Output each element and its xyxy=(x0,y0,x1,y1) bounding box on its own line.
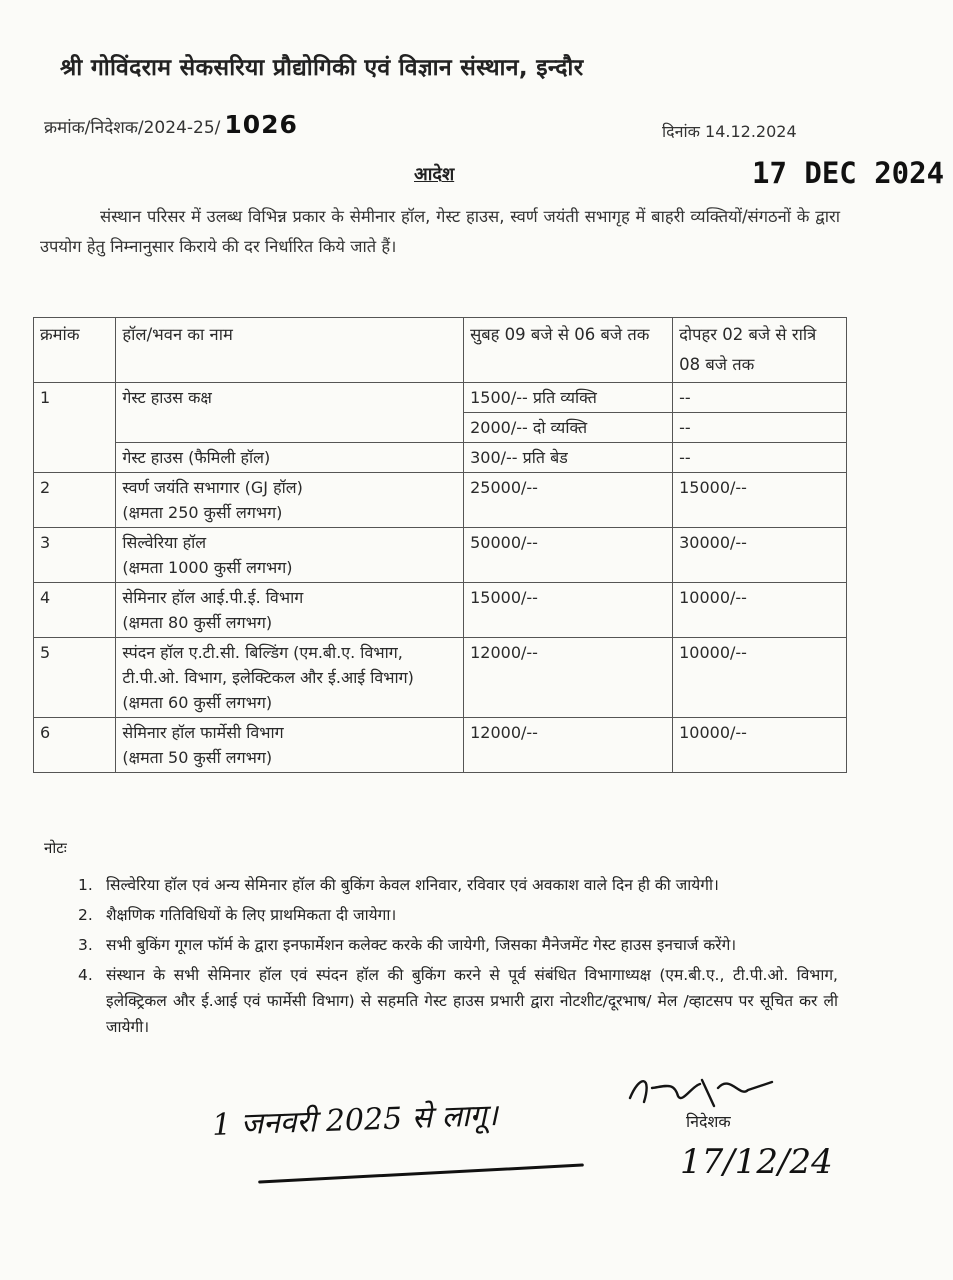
hall-capacity: (क्षमता 1000 कुर्सी लगभग) xyxy=(122,558,293,577)
row-evening-rate: -- xyxy=(673,413,847,443)
table-row xyxy=(34,443,847,473)
row-hall-name xyxy=(116,638,464,718)
table-row xyxy=(34,473,847,528)
hall-name: स्पंदन हॉल ए.टी.सी. बिल्डिंग (एम.बी.ए. विभाग, टी.पी.ओ. विभाग, इलेक्टिकल और ई.आई विभाग) xyxy=(122,643,414,687)
hall-capacity: (क्षमता 60 कुर्सी लगभग) xyxy=(122,693,273,712)
row-hall-name xyxy=(116,583,464,638)
list-item xyxy=(78,902,838,928)
header-morning-slot: सुबह 09 बजे से 06 बजे तक xyxy=(464,318,673,383)
notes-list xyxy=(78,872,838,1044)
row-evening-rate: -- xyxy=(673,383,847,413)
row-morning-rate: 300/-- प्रति बेड xyxy=(464,443,673,473)
note-number: 4. xyxy=(78,966,93,984)
row-morning-rate: 50000/-- xyxy=(464,528,673,583)
note-text: शैक्षणिक गतिविधियों के लिए प्राथमिकता दी जायेगा। xyxy=(106,906,397,924)
order-intro: संस्थान परिसर में उलब्ध विभिन्न प्रकार के सेमीनार हॉल, गेस्ट हाउस, स्वर्ण जयंती सभागृह में बाहरी व्यक्तियों/संगठनों के द्वारा उपयोग हेतु निम्नानुसार किराये की दर निर्धारित किये जाते हैं। xyxy=(40,207,840,256)
hall-name: सेमिनार हॉल फार्मेसी विभाग xyxy=(122,723,284,742)
row-serial: 1 xyxy=(34,383,116,473)
row-hall-name xyxy=(116,528,464,583)
row-hall-name: गेस्ट हाउस कक्ष xyxy=(116,383,464,443)
reference-prefix: क्रमांक/निदेशक/2024-25/ xyxy=(44,118,221,138)
list-item xyxy=(78,932,838,958)
table-row xyxy=(34,528,847,583)
row-evening-rate: 30000/-- xyxy=(673,528,847,583)
table-header-row xyxy=(34,318,847,383)
reference-number xyxy=(44,110,298,139)
row-serial: 6 xyxy=(34,718,116,773)
note-text: सिल्वेरिया हॉल एवं अन्य सेमिनार हॉल की बुकिंग केवल शनिवार, रविवार एवं अवकाश वाले दिन ही की जायेगी। xyxy=(106,876,719,894)
note-text: सभी बुकिंग गूगल फॉर्म के द्वारा इनफार्मेशन कलेक्ट करके की जायेगी, जिसका मैनेजमेंट गेस्ट हाउस इनचार्ज करेंगे। xyxy=(106,936,737,954)
row-evening-rate: 10000/-- xyxy=(673,718,847,773)
row-morning-rate: 25000/-- xyxy=(464,473,673,528)
designation: निदेशक xyxy=(686,1112,731,1131)
hall-name: सेमिनार हॉल आई.पी.ई. विभाग xyxy=(122,588,304,607)
table-row xyxy=(34,638,847,718)
order-heading: आदेश xyxy=(414,164,455,185)
date-stamp: 17 DEC 2024 xyxy=(752,156,945,190)
table-row xyxy=(34,583,847,638)
header-hall-name: हॉल/भवन का नाम xyxy=(116,318,464,383)
list-item xyxy=(78,872,838,898)
row-hall-name xyxy=(116,718,464,773)
table-row xyxy=(34,383,847,413)
signature-stroke xyxy=(630,1080,772,1106)
hall-capacity: (क्षमता 80 कुर्सी लगभग) xyxy=(122,613,273,632)
row-morning-rate: 15000/-- xyxy=(464,583,673,638)
signed-date: 17/12/24 xyxy=(680,1142,833,1182)
row-hall-name: गेस्ट हाउस (फैमिली हॉल) xyxy=(116,443,464,473)
row-serial: 2 xyxy=(34,473,116,528)
hall-capacity: (क्षमता 50 कुर्सी लगभग) xyxy=(122,748,273,767)
row-serial: 5 xyxy=(34,638,116,718)
row-evening-rate: 15000/-- xyxy=(673,473,847,528)
note-text: संस्थान के सभी सेमिनार हॉल एवं स्पंदन हॉल की बुकिंग करने से पूर्व संबंधित विभागाध्यक्ष (एम.बी.ए., टी.पी.ओ. विभाग, इलेक्ट्रिकल और ई.आई एवं फार्मेसी विभाग) से सहमति गेस्ट हाउस प्रभारी द्वारा नोटशीट/दूरभाष/ मेल /व्हाटसप पर सूचित कर ली जायेगी। xyxy=(106,966,838,1036)
note-number: 3. xyxy=(78,936,93,954)
order-date: दिनांक 14.12.2024 xyxy=(662,122,797,141)
institute-title: श्री गोविंदराम सेकसरिया प्रौद्योगिकी एवं विज्ञान संस्थान, इन्दौर xyxy=(60,55,584,81)
handwritten-underline xyxy=(258,1163,584,1183)
row-morning-rate: 2000/-- दो व्यक्ति xyxy=(464,413,673,443)
rental-rates-table xyxy=(33,317,847,773)
row-evening-rate: 10000/-- xyxy=(673,638,847,718)
row-morning-rate: 12000/-- xyxy=(464,718,673,773)
table-row xyxy=(34,718,847,773)
list-item xyxy=(78,962,838,1040)
row-morning-rate: 1500/-- प्रति व्यक्ति xyxy=(464,383,673,413)
row-hall-name xyxy=(116,473,464,528)
row-morning-rate: 12000/-- xyxy=(464,638,673,718)
effective-date-note: 1 जनवरी 2025 से लागू। xyxy=(211,1098,499,1143)
hall-name: सिल्वेरिया हॉल xyxy=(122,533,207,552)
row-evening-rate: -- xyxy=(673,443,847,473)
row-evening-rate: 10000/-- xyxy=(673,583,847,638)
reference-serial: 1026 xyxy=(224,110,298,139)
hall-name: स्वर्ण जयंति सभागार (GJ हॉल) xyxy=(122,478,303,497)
notes-label: नोटः xyxy=(44,839,67,857)
row-serial: 4 xyxy=(34,583,116,638)
note-number: 2. xyxy=(78,906,93,924)
note-number: 1. xyxy=(78,876,93,894)
header-evening-slot: दोपहर 02 बजे से रात्रि 08 बजे तक xyxy=(673,318,847,383)
hall-capacity: (क्षमता 250 कुर्सी लगभग) xyxy=(122,503,283,522)
header-serial: क्रमांक xyxy=(34,318,116,383)
row-serial: 3 xyxy=(34,528,116,583)
